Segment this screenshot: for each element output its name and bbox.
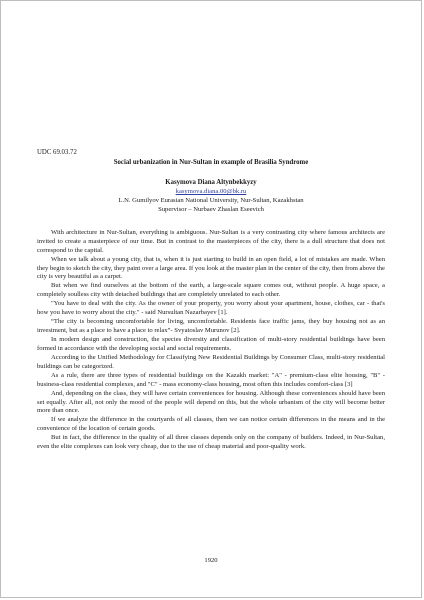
paragraph: In modern design and construction, the species diversity and classification of multi-story residential buildings have been formed in accordance with the developing social and social requirements. xyxy=(37,336,385,352)
body-text xyxy=(37,229,385,452)
author-affiliation: L.N. Gumilyov Eurasian National University, Nur-Sultan, Kazakhstan xyxy=(118,196,304,204)
paragraph: "You have to deal with the city. As the owner of your property, you worry about your apartment, house, clothes, car - that's how you have to worry about the city." - said Nursultan Nazarbayev [1]. xyxy=(37,300,385,317)
paragraph: But in fact, the difference in the quality of all three classes depends only on the company of builders. Indeed, in Nur-Sultan, even the elite complexes can look very cheap, due to the use of cheap material and poor-quality work. xyxy=(37,434,385,451)
paragraph: According to the Unified Methodology for Classifying New Residential Buildings by Consumer Class, multi-story residential buildings can be categorized. xyxy=(37,354,385,370)
paragraph: But when we find ourselves at the bottom of the earth, a large-scale square comes out, without people. A huge space, a completely soulless city with detached buildings that are completely unrelated to each other. xyxy=(37,282,385,299)
page-content xyxy=(37,149,385,452)
author-email-link[interactable]: kasymova.diana.00@bk.ru xyxy=(175,188,247,196)
paragraph: “The city is becoming uncomfortable for living, uncomfortable. Residents face traffic jams, they buy housing not as an investment, but as a place to have a place to relax”- Svyatoslav Murunov [2]. xyxy=(37,318,385,334)
paragraph: When we talk about a young city, that is, when it is just starting to build in an open field, a lot of mistakes are made. When they begin to sketch the city, they paint over a large area. If you look at the master plan in the center of the city, then from above the city is very beautiful as a carpet. xyxy=(37,255,385,281)
paragraph: With architecture in Nur-Sultan, everything is ambiguous. Nur-Sultan is a very contrasting city where famous architects are invited to create a masterpiece of our time. But in contrast to the masterpieces of the city, there is a dull structure that does not correspond to the capital. xyxy=(37,229,385,254)
author-name: Kasymova Diana Altynbekkyzy xyxy=(165,179,257,187)
page-number: 1920 xyxy=(204,557,218,564)
udc-code: UDC 69.03.72 xyxy=(37,149,77,156)
paragraph: If we analyze the difference in the courtyards of all classes, then we can notice certain differences in the means and in the convenience of the location of certain goods. xyxy=(37,416,385,433)
supervisor: Supervisor – Nurbaev Zhaslan Eseevich xyxy=(158,205,264,213)
author-block xyxy=(37,179,385,214)
paper-title: Social urbanization in Nur-Sultan in example of Brasilia Syndrome xyxy=(113,158,309,166)
paragraph: As a rule, there are three types of residential buildings on the Kazakh market: "A" - premium-class elite housing, "B" - business-class residential complexes, and "C" - mass economy-class housing, most often this includes comfort-class [3] xyxy=(37,371,385,388)
paragraph: And, depending on the class, they will have certain conveniences for housing. Although these conveniences should have been set equally. After all, not only the mood of the people will depend on this, but the whole urbanism of the city will become better more than once. xyxy=(37,389,385,415)
